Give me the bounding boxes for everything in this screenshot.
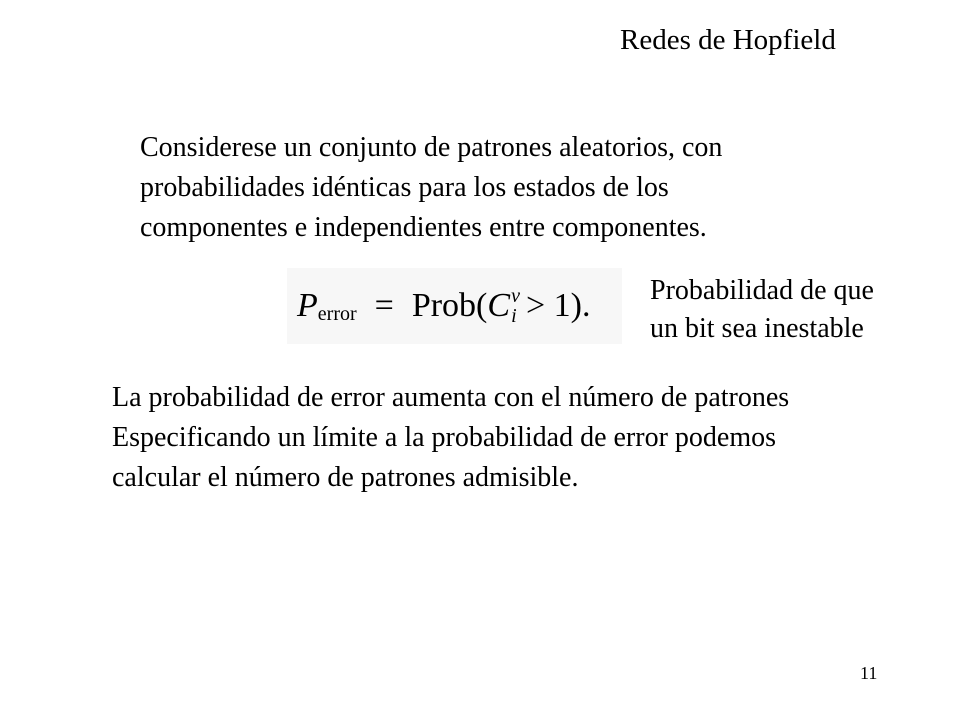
conclusion-line: Especificando un límite a la probabilidad de error podemos	[112, 422, 777, 453]
formula-side-note	[650, 272, 874, 348]
formula-sub: i	[511, 305, 517, 327]
intro-line: componentes e independientes entre componentes.	[140, 212, 707, 243]
formula-indices	[511, 286, 520, 326]
conclusion-paragraph	[112, 378, 932, 498]
side-note-line: Probabilidad de que	[650, 275, 874, 306]
formula-relation: > 1)	[525, 287, 582, 324]
intro-line: Considerese un conjunto de patrones aleatorios, con	[140, 132, 723, 163]
page-number: 11	[860, 663, 878, 683]
formula-lhs-sub: error	[317, 302, 357, 325]
formula-equals: =	[374, 287, 394, 324]
side-note-line: un bit sea inestable	[650, 313, 864, 344]
formula-lhs-var: P	[297, 287, 318, 324]
formula-sup: ν	[511, 285, 520, 307]
formula-func: Prob(	[411, 287, 488, 324]
intro-paragraph	[140, 128, 920, 248]
formula-period: .	[581, 287, 591, 324]
conclusion-line: La probabilidad de error aumenta con el número de patrones	[112, 382, 790, 413]
conclusion-line: calcular el número de patrones admisible.	[112, 462, 579, 493]
intro-line: probabilidades idénticas para los estados de los	[140, 172, 669, 203]
formula-var: C	[487, 287, 511, 324]
slide-title: Redes de Hopfield	[620, 24, 836, 56]
error-probability-formula	[287, 268, 622, 344]
